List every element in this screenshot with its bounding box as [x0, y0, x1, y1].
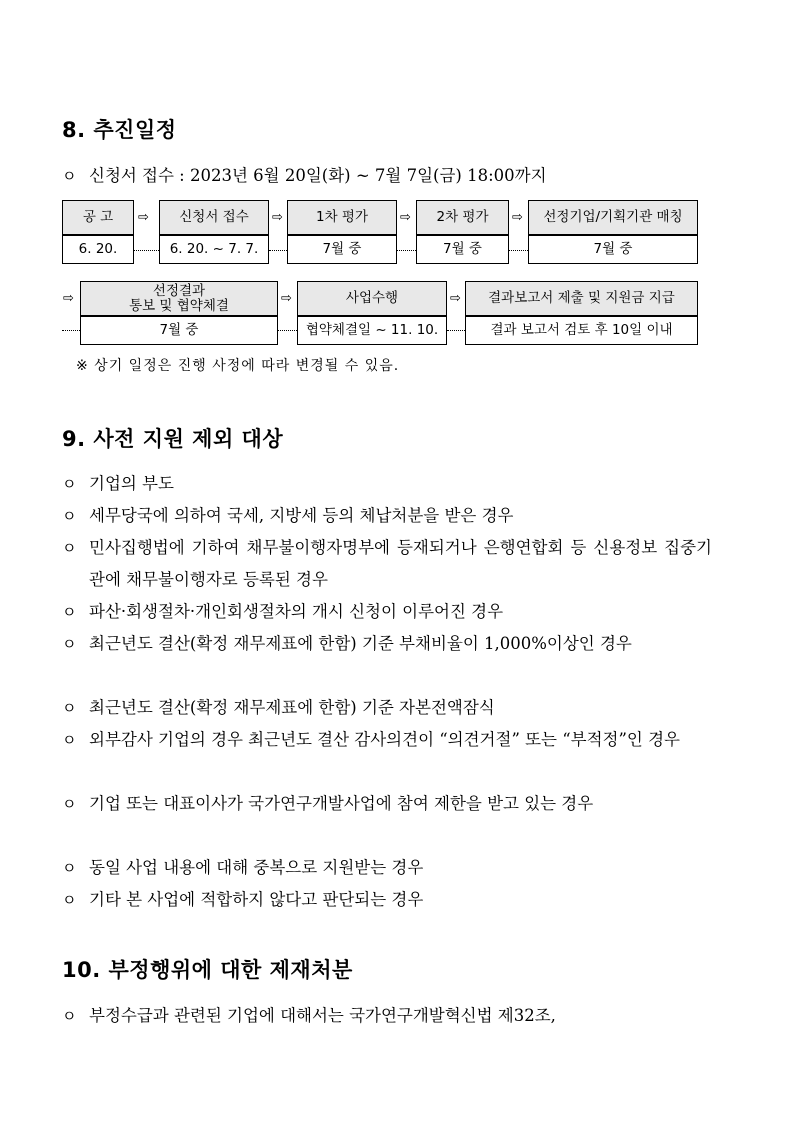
bullet: ㅇ — [62, 731, 77, 749]
schedule-step-first-evaluation: 1차 평가 — [287, 200, 397, 235]
list-item-text: 동일 사업 내용에 대해 중복으로 지원받는 경우 — [89, 858, 424, 877]
list-item-text: 부정수급과 관련된 기업에 대해서는 국가연구개발혁신법 제32조, — [89, 1006, 556, 1025]
arrow-right-icon: ⇨ — [281, 291, 292, 306]
bullet: ㅇ — [62, 635, 77, 653]
arrow-right-icon: ⇨ — [272, 210, 283, 225]
dotted-connector — [509, 250, 528, 251]
list-item — [62, 692, 712, 724]
arrow-right-icon: ⇨ — [450, 291, 461, 306]
bullet: ㅇ — [62, 539, 77, 557]
list-item-text: 파산·회생절차·개인회생절차의 개시 신청이 이루어진 경우 — [89, 602, 504, 621]
schedule-date-announcement: 6. 20. — [62, 235, 134, 264]
dotted-connector — [269, 250, 287, 251]
list-item — [62, 468, 712, 500]
bullet: ㅇ — [62, 891, 77, 909]
bullet: ㅇ — [62, 603, 77, 621]
schedule-step-announcement: 공 고 — [62, 200, 134, 235]
list-item-text: 기업 또는 대표이사가 국가연구개발사업에 참여 제한을 받고 있는 경우 — [89, 794, 594, 813]
schedule-date-execution: 협약체결일 ~ 11. 10. — [297, 316, 447, 345]
schedule-date-first-evaluation: 7월 중 — [287, 235, 397, 264]
schedule-date-matching: 7월 중 — [528, 235, 698, 264]
schedule-step-application: 신청서 접수 — [159, 200, 269, 235]
dotted-connector — [447, 330, 465, 331]
bullet: ㅇ — [62, 699, 77, 717]
list-item — [62, 532, 712, 596]
list-item-text: 기타 본 사업에 적합하지 않다고 판단되는 경우 — [89, 890, 424, 909]
bullet: ㅇ — [62, 507, 77, 525]
list-item-text: 기업의 부도 — [89, 474, 174, 493]
dotted-connector — [397, 250, 416, 251]
list-item — [62, 724, 712, 756]
list-item — [62, 628, 712, 660]
arrow-right-icon: ⇨ — [138, 210, 149, 225]
notification-label-line-1: 선정결과 — [152, 282, 206, 299]
schedule-step-second-evaluation: 2차 평가 — [416, 200, 509, 235]
bullet: ㅇ — [62, 859, 77, 877]
notification-label-line-2: 통보 및 협약체결 — [129, 297, 229, 314]
section-8-title: 8. 추진일정 — [62, 118, 177, 142]
dotted-connector — [278, 330, 297, 331]
bullet: ㅇ — [62, 167, 77, 185]
list-item — [62, 852, 712, 884]
list-item-text: 최근년도 결산(확정 재무제표에 한함) 기준 자본전액잠식 — [89, 698, 495, 717]
schedule-date-final-report: 결과 보고서 검토 후 10일 이내 — [465, 316, 698, 345]
schedule-step-matching: 선정기업/기획기관 매칭 — [528, 200, 698, 235]
list-item-text: 최근년도 결산(확정 재무제표에 한함) 기준 부채비율이 1,000%이상인 경우 — [89, 634, 632, 653]
application-period — [62, 160, 712, 192]
list-item-text: 민사집행법에 기하여 채무불이행자명부에 등재되거나 은행연합회 등 신용정보 집중기관에 채무불이행자로 등록된 경우 — [89, 538, 712, 589]
dotted-connector — [62, 330, 80, 331]
list-item — [62, 788, 712, 820]
list-item-text: 세무당국에 의하여 국세, 지방세 등의 체납처분을 받은 경우 — [89, 506, 514, 525]
bullet: ㅇ — [62, 1007, 77, 1025]
schedule-date-application: 6. 20. ~ 7. 7. — [159, 235, 269, 264]
list-item — [62, 596, 712, 628]
schedule-date-second-evaluation: 7월 중 — [416, 235, 509, 264]
dotted-connector — [134, 250, 159, 251]
list-item — [62, 884, 712, 916]
section-9-title: 9. 사전 지원 제외 대상 — [62, 427, 284, 451]
list-item — [62, 500, 712, 532]
arrow-right-icon: ⇨ — [63, 291, 74, 306]
schedule-step-notification — [80, 281, 278, 316]
schedule-step-final-report: 결과보고서 제출 및 지원금 지급 — [465, 281, 698, 316]
section-10-title: 10. 부정행위에 대한 제재처분 — [62, 958, 353, 982]
list-item-text: 외부감사 기업의 경우 최근년도 결산 감사의견이 “의견거절” 또는 “부적정”인 경우 — [89, 730, 680, 749]
arrow-right-icon: ⇨ — [400, 210, 411, 225]
arrow-right-icon: ⇨ — [512, 210, 523, 225]
list-item — [62, 1000, 712, 1032]
schedule-note: ※ 상기 일정은 진행 사정에 따라 변경될 수 있음. — [76, 358, 400, 374]
application-period-text: 신청서 접수 : 2023년 6월 20일(화) ~ 7월 7일(금) 18:00까지 — [89, 166, 547, 185]
bullet: ㅇ — [62, 795, 77, 813]
schedule-step-execution: 사업수행 — [297, 281, 447, 316]
schedule-date-notification: 7월 중 — [80, 316, 278, 345]
bullet: ㅇ — [62, 475, 77, 493]
